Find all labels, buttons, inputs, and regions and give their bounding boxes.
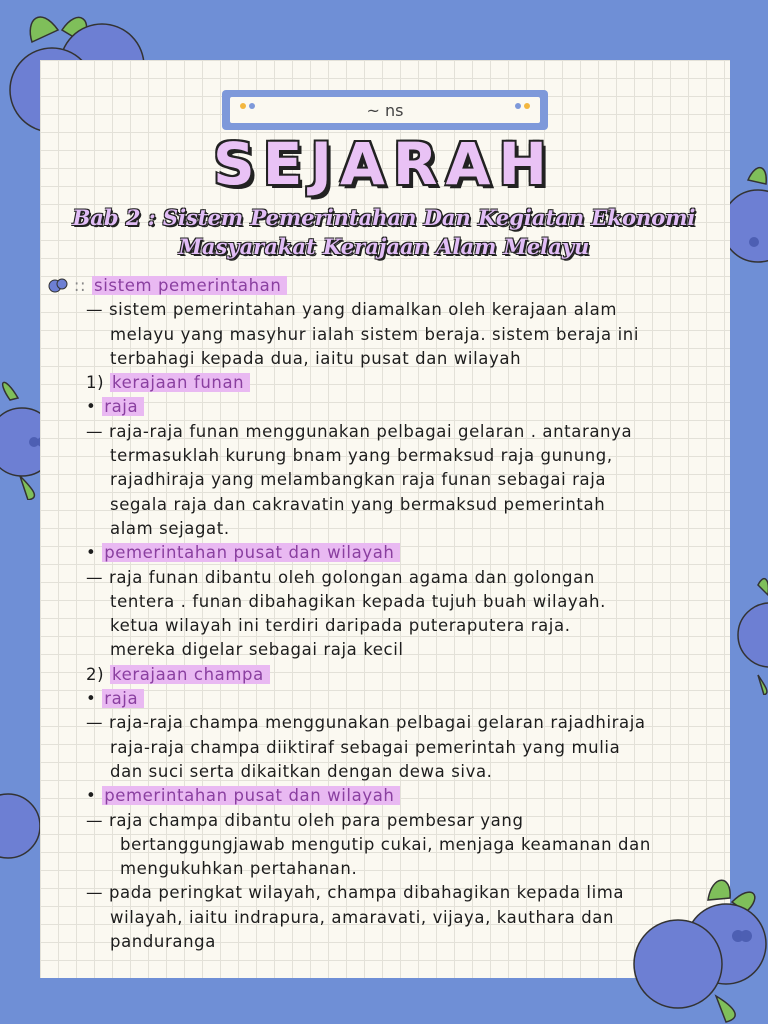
- champa-heading-label: kerajaan champa: [110, 665, 270, 684]
- intro-line: — sistem pemerintahan yang diamalkan oleh kerajaan alam: [86, 300, 617, 320]
- subtitle-line-1: Bab 2 : Sistem Pemerintahan Dan Kegiatan Ekonomi: [72, 205, 696, 230]
- funan-pusat-line: mereka digelar sebagai raja kecil: [110, 640, 404, 660]
- intro-line: melayu yang masyhur ialah sistem beraja. sistem beraja ini: [110, 324, 640, 344]
- decor-dots-right: [515, 103, 530, 109]
- funan-raja-line: — raja-raja funan menggunakan pelbagai gelaran . antaranya: [86, 421, 633, 441]
- funan-bullet-pusat: • pemerintahan pusat dan wilayah: [48, 541, 738, 565]
- champa-raja-line: raja-raja champa diiktiraf sebagai pemerintah yang mulia: [110, 737, 621, 757]
- decor-dots-left: [240, 103, 255, 109]
- funan-raja-line: segala raja dan cakravatin yang bermaksud pemerintah: [110, 494, 606, 514]
- notes-content: [48, 274, 738, 954]
- champa-raja-line: dan suci serta dikaitkan dengan dewa siva.: [110, 761, 493, 781]
- champa-heading: [48, 663, 738, 687]
- funan-raja-line: alam sejagat.: [110, 518, 230, 538]
- funan-raja-line: termasuklah kurung bnam yang bermaksud raja gunung,: [110, 446, 613, 466]
- blueberry-decoration-left-bottom: [0, 780, 42, 870]
- champa-bullet-raja: • raja: [48, 687, 738, 711]
- funan-bullet-pusat-label: pemerintahan pusat dan wilayah: [102, 543, 400, 562]
- champa-wilayah-line: — pada peringkat wilayah, champa dibahagikan kepada lima: [86, 883, 625, 903]
- funan-pusat-line: tentera . funan dibahagikan kepada tujuh buah wilayah.: [110, 591, 606, 611]
- champa-number: 2): [86, 664, 105, 684]
- champa-wilayah-line: wilayah, iaitu indrapura, amaravati, vijaya, kauthara dan: [110, 907, 615, 927]
- champa-raja-line: — raja-raja champa menggunakan pelbagai gelaran rajadhiraja: [86, 713, 646, 733]
- subtitle-line-2: Masyarakat Kerajaan Alam Melayu: [178, 234, 590, 259]
- funan-heading-label: kerajaan funan: [110, 373, 250, 392]
- header-tag-box: [222, 90, 548, 130]
- funan-heading: [48, 371, 738, 395]
- funan-bullet-raja-label: raja: [102, 397, 144, 416]
- section-heading: [48, 274, 738, 298]
- champa-pusat-line: — raja champa dibantu oleh para pembesar yang: [86, 810, 524, 830]
- section-label: sistem pemerintahan: [92, 276, 287, 295]
- funan-pusat-line: ketua wilayah ini terdiri daripada puteraputera raja.: [110, 616, 571, 636]
- page-title: SEJARAH: [213, 130, 555, 198]
- funan-pusat-line: — raja funan dibantu oleh golongan agama dan golongan: [86, 567, 595, 587]
- champa-bullet-pusat-label: pemerintahan pusat dan wilayah: [102, 786, 400, 805]
- funan-bullet-raja: • raja: [48, 395, 738, 419]
- blueberry-icon: [48, 277, 68, 293]
- champa-wilayah-line: panduranga: [110, 932, 216, 952]
- funan-number: 1): [86, 373, 105, 393]
- champa-pusat-line: bertanggungjawab mengutip cukai, menjaga keamanan dan: [120, 834, 651, 854]
- champa-pusat-line: mengukuhkan pertahanan.: [120, 859, 358, 879]
- champa-bullet-pusat: • pemerintahan pusat dan wilayah: [48, 784, 738, 808]
- chapter-subtitle: [60, 203, 708, 261]
- header-tag: ~ ns: [366, 100, 404, 120]
- intro-line: terbahagi kepada dua, iaitu pusat dan wilayah: [110, 348, 522, 368]
- section-prefix: ::: [73, 276, 87, 295]
- champa-bullet-raja-label: raja: [102, 689, 144, 708]
- funan-raja-line: rajadhiraja yang melambangkan raja funan sebagai raja: [110, 470, 607, 490]
